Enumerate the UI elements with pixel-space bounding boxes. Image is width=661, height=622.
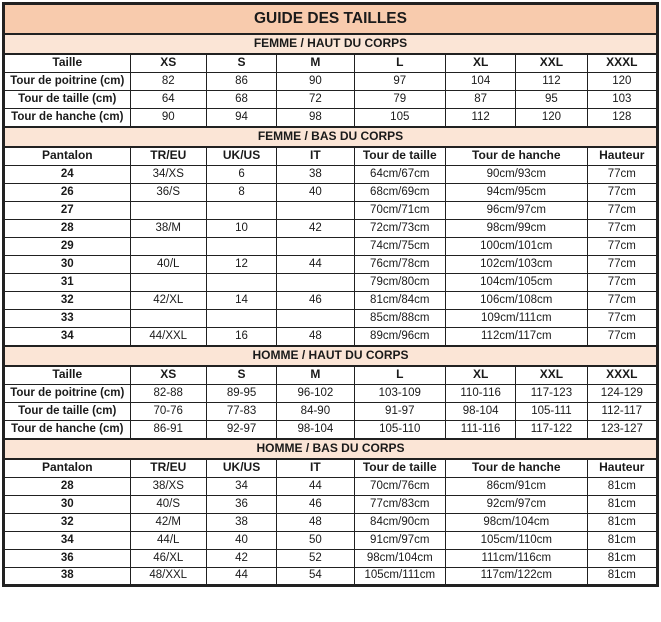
- column-header: IT: [277, 459, 354, 478]
- column-header: XL: [445, 54, 515, 73]
- cell: 105cm/110cm: [445, 532, 587, 550]
- cell: 84cm/90cm: [354, 514, 445, 532]
- cell: 77cm/83cm: [354, 496, 445, 514]
- cell: 79cm/80cm: [354, 274, 445, 292]
- table-row: [4, 238, 658, 256]
- cell: 81cm: [587, 550, 657, 568]
- cell: 96-102: [277, 385, 354, 403]
- cell: 90cm/93cm: [445, 166, 587, 184]
- cell: 40/L: [130, 256, 206, 274]
- column-header: Pantalon: [4, 459, 131, 478]
- cell: 77-83: [206, 403, 276, 421]
- cell: 77cm: [587, 292, 657, 310]
- cell: 44/XXL: [130, 328, 206, 346]
- cell: 46: [277, 292, 354, 310]
- cell: 48/XXL: [130, 568, 206, 586]
- cell: 111-116: [445, 421, 515, 439]
- cell: 26: [4, 184, 131, 202]
- cell: 40: [206, 532, 276, 550]
- cell: 48: [277, 328, 354, 346]
- column-header-row: [4, 366, 658, 385]
- cell: 77cm: [587, 256, 657, 274]
- cell: 77cm: [587, 274, 657, 292]
- cell: 90: [130, 109, 206, 127]
- cell: 32: [4, 292, 131, 310]
- cell: 120: [587, 73, 657, 91]
- cell: [130, 274, 206, 292]
- cell: 74cm/75cm: [354, 238, 445, 256]
- cell: 40: [277, 184, 354, 202]
- cell: Tour de taille (cm): [4, 91, 131, 109]
- cell: 95: [516, 91, 587, 109]
- column-header: XXL: [516, 54, 587, 73]
- column-header: Tour de hanche: [445, 147, 587, 166]
- table-row: [4, 109, 658, 127]
- cell: 90: [277, 73, 354, 91]
- cell: 42/M: [130, 514, 206, 532]
- cell: 44/L: [130, 532, 206, 550]
- cell: 94: [206, 109, 276, 127]
- cell: 72cm/73cm: [354, 220, 445, 238]
- cell: 44: [277, 478, 354, 496]
- cell: 92cm/97cm: [445, 496, 587, 514]
- cell: 77cm: [587, 238, 657, 256]
- section-heading: FEMME / BAS DU CORPS: [4, 127, 658, 147]
- cell: 97: [354, 73, 445, 91]
- section-heading: HOMME / HAUT DU CORPS: [4, 346, 658, 366]
- cell: 77cm: [587, 310, 657, 328]
- column-header: M: [277, 366, 354, 385]
- cell: 111cm/116cm: [445, 550, 587, 568]
- cell: [277, 310, 354, 328]
- table-row: [4, 292, 658, 310]
- cell: 40/S: [130, 496, 206, 514]
- cell: 105-110: [354, 421, 445, 439]
- cell: 44: [206, 568, 276, 586]
- cell: 10: [206, 220, 276, 238]
- section-heading-row: [4, 439, 658, 459]
- column-header: Pantalon: [4, 147, 131, 166]
- table-row: [4, 421, 658, 439]
- table-row: [4, 496, 658, 514]
- cell: 81cm: [587, 478, 657, 496]
- table-row: [4, 73, 658, 91]
- column-header: Hauteur: [587, 147, 657, 166]
- cell: 77cm: [587, 202, 657, 220]
- cell: 105cm/111cm: [354, 568, 445, 586]
- cell: 98cm/99cm: [445, 220, 587, 238]
- cell: 98-104: [277, 421, 354, 439]
- cell: 12: [206, 256, 276, 274]
- cell: 72: [277, 91, 354, 109]
- cell: 112-117: [587, 403, 657, 421]
- cell: 117-122: [516, 421, 587, 439]
- cell: Tour de poitrine (cm): [4, 73, 131, 91]
- column-header: Tour de hanche: [445, 459, 587, 478]
- cell: 30: [4, 256, 131, 274]
- cell: 104: [445, 73, 515, 91]
- cell: 31: [4, 274, 131, 292]
- title-row: [4, 4, 658, 34]
- cell: 96cm/97cm: [445, 202, 587, 220]
- cell: [206, 274, 276, 292]
- cell: 120: [516, 109, 587, 127]
- cell: [206, 238, 276, 256]
- cell: 94cm/95cm: [445, 184, 587, 202]
- cell: 110-116: [445, 385, 515, 403]
- column-header: XXL: [516, 366, 587, 385]
- cell: 42: [277, 220, 354, 238]
- cell: [130, 238, 206, 256]
- column-header: XS: [130, 366, 206, 385]
- cell: 42: [206, 550, 276, 568]
- cell: 81cm: [587, 568, 657, 586]
- column-header: S: [206, 54, 276, 73]
- section-heading-row: [4, 34, 658, 54]
- table-body: [4, 4, 658, 586]
- cell: 92-97: [206, 421, 276, 439]
- cell: 46: [277, 496, 354, 514]
- cell: Tour de poitrine (cm): [4, 385, 131, 403]
- cell: 124-129: [587, 385, 657, 403]
- cell: 77cm: [587, 184, 657, 202]
- cell: 91-97: [354, 403, 445, 421]
- cell: 38: [206, 514, 276, 532]
- cell: 77cm: [587, 328, 657, 346]
- table-row: [4, 184, 658, 202]
- column-header: XXXL: [587, 54, 657, 73]
- column-header: S: [206, 366, 276, 385]
- size-guide-table: [2, 2, 659, 587]
- cell: 34/XS: [130, 166, 206, 184]
- cell: 42/XL: [130, 292, 206, 310]
- cell: 84-90: [277, 403, 354, 421]
- column-header: TR/EU: [130, 147, 206, 166]
- section-heading: FEMME / HAUT DU CORPS: [4, 34, 658, 54]
- table-row: [4, 532, 658, 550]
- cell: [206, 202, 276, 220]
- column-header: UK/US: [206, 459, 276, 478]
- cell: 103: [587, 91, 657, 109]
- cell: [130, 202, 206, 220]
- table-row: [4, 328, 658, 346]
- cell: 36: [206, 496, 276, 514]
- table-row: [4, 274, 658, 292]
- cell: 46/XL: [130, 550, 206, 568]
- cell: 112cm/117cm: [445, 328, 587, 346]
- cell: 82-88: [130, 385, 206, 403]
- column-header-row: [4, 147, 658, 166]
- column-header: TR/EU: [130, 459, 206, 478]
- cell: 28: [4, 220, 131, 238]
- cell: 64cm/67cm: [354, 166, 445, 184]
- cell: 98-104: [445, 403, 515, 421]
- column-header: Tour de taille: [354, 459, 445, 478]
- table-row: [4, 91, 658, 109]
- cell: [206, 310, 276, 328]
- cell: 38/XS: [130, 478, 206, 496]
- cell: 32: [4, 514, 131, 532]
- cell: 16: [206, 328, 276, 346]
- cell: 70cm/71cm: [354, 202, 445, 220]
- cell: 68cm/69cm: [354, 184, 445, 202]
- cell: 105-111: [516, 403, 587, 421]
- cell: 48: [277, 514, 354, 532]
- column-header: XL: [445, 366, 515, 385]
- cell: 86: [206, 73, 276, 91]
- column-header: Taille: [4, 54, 131, 73]
- table-row: [4, 202, 658, 220]
- cell: 104cm/105cm: [445, 274, 587, 292]
- cell: 36/S: [130, 184, 206, 202]
- cell: 33: [4, 310, 131, 328]
- cell: 81cm: [587, 514, 657, 532]
- cell: 77cm: [587, 166, 657, 184]
- cell: 8: [206, 184, 276, 202]
- cell: 28: [4, 478, 131, 496]
- cell: 87: [445, 91, 515, 109]
- cell: 64: [130, 91, 206, 109]
- cell: 81cm/84cm: [354, 292, 445, 310]
- cell: 54: [277, 568, 354, 586]
- table-row: [4, 385, 658, 403]
- column-header: IT: [277, 147, 354, 166]
- cell: 81cm: [587, 496, 657, 514]
- cell: 82: [130, 73, 206, 91]
- table-row: [4, 514, 658, 532]
- cell: Tour de hanche (cm): [4, 109, 131, 127]
- cell: 112: [516, 73, 587, 91]
- cell: 38: [4, 568, 131, 586]
- cell: 70cm/76cm: [354, 478, 445, 496]
- column-header: L: [354, 366, 445, 385]
- cell: 89cm/96cm: [354, 328, 445, 346]
- table-row: [4, 568, 658, 586]
- cell: 36: [4, 550, 131, 568]
- cell: 76cm/78cm: [354, 256, 445, 274]
- cell: 100cm/101cm: [445, 238, 587, 256]
- section-heading-row: [4, 346, 658, 366]
- cell: 85cm/88cm: [354, 310, 445, 328]
- cell: 77cm: [587, 220, 657, 238]
- cell: 29: [4, 238, 131, 256]
- cell: 103-109: [354, 385, 445, 403]
- cell: 109cm/111cm: [445, 310, 587, 328]
- column-header: M: [277, 54, 354, 73]
- table-row: [4, 166, 658, 184]
- cell: 34: [4, 532, 131, 550]
- cell: 38/M: [130, 220, 206, 238]
- column-header: UK/US: [206, 147, 276, 166]
- column-header: L: [354, 54, 445, 73]
- column-header: Tour de taille: [354, 147, 445, 166]
- cell: 112: [445, 109, 515, 127]
- cell: 117cm/122cm: [445, 568, 587, 586]
- cell: [130, 310, 206, 328]
- table-row: [4, 550, 658, 568]
- cell: 34: [206, 478, 276, 496]
- cell: 117-123: [516, 385, 587, 403]
- cell: 34: [4, 328, 131, 346]
- cell: 106cm/108cm: [445, 292, 587, 310]
- cell: 27: [4, 202, 131, 220]
- cell: 98: [277, 109, 354, 127]
- column-header: XS: [130, 54, 206, 73]
- column-header: Hauteur: [587, 459, 657, 478]
- cell: Tour de taille (cm): [4, 403, 131, 421]
- column-header-row: [4, 54, 658, 73]
- cell: 52: [277, 550, 354, 568]
- cell: 6: [206, 166, 276, 184]
- cell: 14: [206, 292, 276, 310]
- cell: 86-91: [130, 421, 206, 439]
- cell: 98cm/104cm: [445, 514, 587, 532]
- cell: 91cm/97cm: [354, 532, 445, 550]
- cell: [277, 202, 354, 220]
- cell: 70-76: [130, 403, 206, 421]
- cell: Tour de hanche (cm): [4, 421, 131, 439]
- cell: 30: [4, 496, 131, 514]
- table-row: [4, 403, 658, 421]
- cell: 81cm: [587, 532, 657, 550]
- cell: 105: [354, 109, 445, 127]
- cell: 24: [4, 166, 131, 184]
- cell: 38: [277, 166, 354, 184]
- table-row: [4, 310, 658, 328]
- cell: 86cm/91cm: [445, 478, 587, 496]
- cell: 98cm/104cm: [354, 550, 445, 568]
- cell: [277, 238, 354, 256]
- cell: 68: [206, 91, 276, 109]
- section-heading: HOMME / BAS DU CORPS: [4, 439, 658, 459]
- column-header: Taille: [4, 366, 131, 385]
- cell: 44: [277, 256, 354, 274]
- cell: [277, 274, 354, 292]
- column-header: XXXL: [587, 366, 657, 385]
- section-heading-row: [4, 127, 658, 147]
- cell: 89-95: [206, 385, 276, 403]
- table-row: [4, 220, 658, 238]
- page-title: GUIDE DES TAILLES: [4, 4, 658, 34]
- cell: 102cm/103cm: [445, 256, 587, 274]
- table-row: [4, 478, 658, 496]
- table-row: [4, 256, 658, 274]
- cell: 128: [587, 109, 657, 127]
- column-header-row: [4, 459, 658, 478]
- cell: 50: [277, 532, 354, 550]
- cell: 123-127: [587, 421, 657, 439]
- cell: 79: [354, 91, 445, 109]
